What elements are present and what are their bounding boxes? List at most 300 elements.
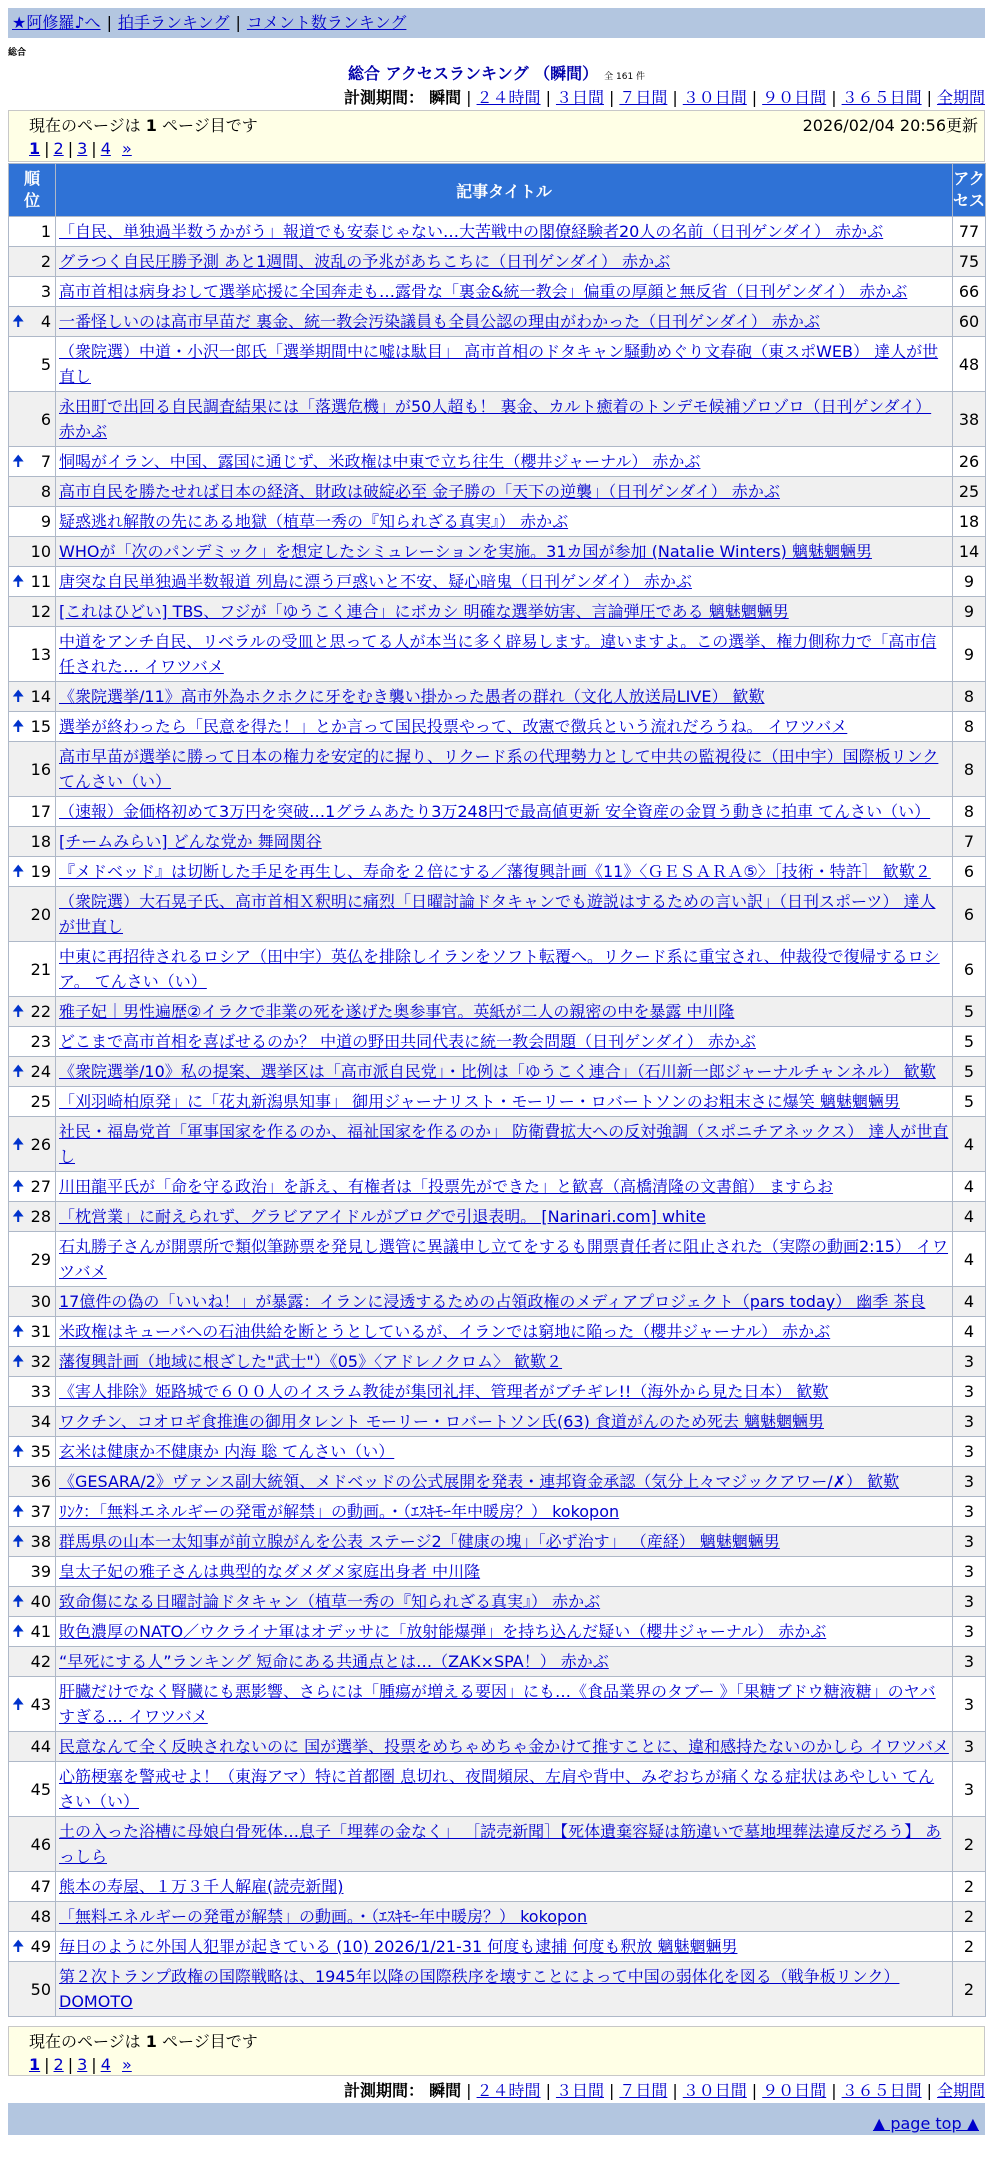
- rank-number: 9: [40, 512, 51, 531]
- access-cell: 2: [953, 1932, 986, 1962]
- rank-number: 45: [30, 1779, 51, 1799]
- up-arrow-icon: 🠉: [12, 1532, 25, 1550]
- access-cell: 5: [953, 1057, 986, 1087]
- article-link[interactable]: 心筋梗塞を警戒せよ！（東海アマ）特に首都圏 息切れ、夜間頻尿、左肩や背中、みぞおちが痛くなる症状はあやしい てんさい（い）: [59, 1767, 935, 1811]
- period-link[interactable]: ２４時間: [476, 88, 541, 107]
- table-row: [9, 1437, 986, 1467]
- article-link[interactable]: 土の入った浴槽に母娘白骨死体…息子「埋葬の金なく」 ［読売新聞］【死体遺棄容疑は筋違いで墓地埋葬法違反だろう】 あっしら: [59, 1822, 942, 1866]
- up-arrow-icon: 🠉: [12, 1062, 25, 1080]
- rank-number: 40: [30, 1592, 51, 1611]
- article-link[interactable]: 疑惑逃れ解散の先にある地獄（植草一秀の『知られざる真実』） 赤かぶ: [59, 512, 569, 531]
- rank-number: 21: [30, 959, 51, 979]
- rank-cell: [9, 1497, 56, 1527]
- period-link[interactable]: ３０日間: [682, 2081, 747, 2100]
- title-cell: [56, 1287, 953, 1317]
- article-link[interactable]: 『メドベッド』は切断した手足を再生し、寿命を２倍にする／藩復興計画《11》〈ＧＥＳＡＲＡ⑤〉［技術・特許］ 歓歎２: [59, 862, 931, 881]
- access-cell: 5: [953, 1087, 986, 1117]
- clap-ranking-link[interactable]: 拍手ランキング: [117, 13, 230, 32]
- page-top-link[interactable]: ▲ page top ▲: [872, 2114, 979, 2133]
- rank-cell: [9, 1172, 56, 1202]
- title-cell: [56, 1027, 953, 1057]
- period-link[interactable]: 全期間: [936, 2081, 985, 2100]
- rank-number: 31: [30, 1322, 51, 1341]
- rank-cell: [9, 1647, 56, 1677]
- article-link[interactable]: 高市早苗が選挙に勝って日本の権力を安定的に握り、リクード系の代理勢力として中共の監視役に（田中宇）国際板リンク てんさい（い）: [59, 747, 939, 791]
- rank-number: 41: [30, 1622, 51, 1641]
- table-row: [9, 742, 986, 797]
- rank-cell: [9, 567, 56, 597]
- table-row: [9, 1232, 986, 1287]
- table-row: [9, 1527, 986, 1557]
- article-link[interactable]: 玄米は健康か不健康か 内海 聡 てんさい（い）: [59, 1442, 395, 1461]
- rank-cell: [9, 1437, 56, 1467]
- title-cell: [56, 942, 953, 997]
- article-link[interactable]: 選挙が終わったら「民意を得た！」とか言って国民投票やって、改憲で徴兵という流れだろうね。 イワツバメ: [59, 717, 848, 736]
- rank-cell: [9, 537, 56, 567]
- access-cell: 77: [953, 217, 986, 247]
- next-page-link[interactable]: »: [121, 139, 132, 158]
- title-cell: [56, 1087, 953, 1117]
- rank-cell: [9, 997, 56, 1027]
- table-row: [9, 1872, 986, 1902]
- rank-number: 5: [40, 354, 51, 374]
- title-cell: [56, 597, 953, 627]
- access-cell: 4: [953, 1317, 986, 1347]
- rank-number: 16: [30, 759, 51, 779]
- access-cell: 5: [953, 997, 986, 1027]
- rank-number: 25: [30, 1092, 51, 1111]
- access-cell: 3: [953, 1677, 986, 1732]
- title-cell: [56, 1497, 953, 1527]
- article-link[interactable]: 毎日のように外国人犯罪が起きている (10) 2026/1/21-31 何度も逮捕 何度も釈放 魑魅魍魎男: [59, 1937, 738, 1956]
- rank-cell: [9, 742, 56, 797]
- table-row: [9, 597, 986, 627]
- rank-cell: [9, 1617, 56, 1647]
- period-separator: |: [672, 88, 678, 107]
- title-cell: [56, 1377, 953, 1407]
- rank-number: 2: [40, 252, 51, 271]
- article-link[interactable]: 「刈羽崎柏原発」に「花丸新潟県知事」 御用ジャーナリスト・モーリー・ロバートソンのお粗末さに爆笑 魑魅魍魎男: [59, 1092, 900, 1111]
- article-link[interactable]: 藩復興計画（地域に根ざした"武士"）《05》〈アドレノクロム〉 歓歎２: [59, 1352, 563, 1371]
- title-cell: [56, 1347, 953, 1377]
- bottom-bar: [8, 2103, 985, 2135]
- rank-number: 22: [30, 1002, 51, 1021]
- title-cell: [56, 712, 953, 742]
- pager-bottom: [8, 2026, 985, 2076]
- period-link[interactable]: ３日間: [555, 2081, 604, 2100]
- up-arrow-icon: 🠉: [12, 452, 25, 470]
- article-link[interactable]: 第２次トランプ政権の国際戦略は、1945年以降の国際秩序を壊すことによって中国の弱体化を図る（戦争板リンク） DOMOTO: [59, 1967, 900, 2011]
- article-link[interactable]: 「無料エネルギーの発電が解禁」の動画。・（ｴｽｷﾓｰ年中暖房？） kokopon: [59, 1907, 588, 1926]
- article-link[interactable]: 社民・福島党首「軍事国家を作るのか、福祉国家を作るのか」 防衛費拡大への反対強調（スポニチアネックス） 達人が世直し: [59, 1122, 949, 1166]
- article-link[interactable]: 致命傷になる日曜討論ドタキャン（植草一秀の『知られざる真実』） 赤かぶ: [59, 1592, 601, 1611]
- access-cell: 3: [953, 1377, 986, 1407]
- article-link[interactable]: （衆院選）中道・小沢一郎氏「選挙期間中に嘘は駄目」 高市首相のドタキャン騒動めぐり文春砲（東スポWEB） 達人が世直し: [59, 342, 939, 386]
- rank-cell: [9, 1677, 56, 1732]
- page-link[interactable]: 3: [77, 139, 88, 158]
- article-link[interactable]: 《衆院選挙/11》高市外為ホクホクに牙をむき襲い掛かった愚者の群れ（文化人放送局LIVE） 歓歎: [59, 687, 765, 706]
- rank-cell: [9, 247, 56, 277]
- rank-number: 29: [30, 1249, 51, 1269]
- title-cell: [56, 507, 953, 537]
- title-cell: [56, 797, 953, 827]
- title-cell: [56, 1117, 953, 1172]
- title-cell: [56, 1677, 953, 1732]
- article-link[interactable]: 民意なんて全く反映されないのに 国が選挙、投票をめちゃめちゃ金かけて推すことに、違和感持たないのかしら イワツバメ: [59, 1737, 949, 1756]
- period-separator: |: [545, 2081, 551, 2100]
- access-cell: 48: [953, 337, 986, 392]
- period-link[interactable]: ３６５日間: [841, 88, 922, 107]
- rank-cell: [9, 597, 56, 627]
- rank-cell: [9, 1317, 56, 1347]
- rank-cell: [9, 827, 56, 857]
- table-row: [9, 1027, 986, 1057]
- rank-number: 49: [30, 1937, 51, 1956]
- article-link[interactable]: 群馬県の山本一太知事が前立腺がんを公表 ステージ2「健康の塊」「必ず治す」 （産経） 魑魅魍魎男: [59, 1532, 780, 1551]
- table-row: [9, 1202, 986, 1232]
- article-link[interactable]: [チームみらい] どんな党か 舞岡関谷: [59, 832, 322, 851]
- article-link[interactable]: 「自民、単独過半数うかがう」報道でも安泰じゃない…大苦戦中の閣僚経験者20人の名前（日刊ゲンダイ） 赤かぶ: [59, 222, 884, 241]
- rank-number: 23: [30, 1032, 51, 1051]
- access-cell: 4: [953, 1287, 986, 1317]
- page-separator: |: [44, 139, 50, 158]
- access-cell: 3: [953, 1732, 986, 1762]
- home-link[interactable]: ★阿修羅♪へ: [12, 13, 101, 32]
- article-link[interactable]: [これはひどい] TBS、フジが「ゆうこく連合」にボカシ 明確な選挙妨害、言論弾圧である 魑魅魍魎男: [59, 602, 789, 621]
- title-cell: [56, 1202, 953, 1232]
- article-link[interactable]: “早死にする人”ランキング 短命にある共通点とは…（ZAK×SPA！） 赤かぶ: [59, 1652, 609, 1671]
- rank-cell: [9, 712, 56, 742]
- period-link[interactable]: ２４時間: [476, 2081, 541, 2100]
- rank-cell: [9, 337, 56, 392]
- table-row: [9, 712, 986, 742]
- period-link[interactable]: 全期間: [936, 88, 985, 107]
- article-link[interactable]: 永田町で出回る自民調査結果には「落選危機」が50人超も！ 裏金、カルト癒着のトンデモ候補ゾロゾロ（日刊ゲンダイ） 赤かぶ: [59, 397, 932, 441]
- page-separator: |: [67, 139, 74, 158]
- rank-number: 32: [30, 1352, 51, 1371]
- page-separator: |: [67, 2055, 74, 2074]
- page-link-current[interactable]: 1: [29, 2055, 41, 2074]
- table-row: [9, 1732, 986, 1762]
- rank-number: 15: [30, 717, 51, 736]
- next-page-link[interactable]: »: [121, 2055, 132, 2074]
- up-arrow-icon: 🠉: [12, 1937, 25, 1955]
- article-link[interactable]: ﾘﾝｸ：「無料エネルギーの発電が解禁」の動画。・（ｴｽｷﾓｰ年中暖房？） kokopon: [59, 1502, 620, 1521]
- article-link[interactable]: 唐突な自民単独過半数報道 列島に漂う戸惑いと不安、疑心暗鬼（日刊ゲンダイ） 赤かぶ: [59, 572, 692, 591]
- rank-cell: [9, 1932, 56, 1962]
- access-cell: 3: [953, 1647, 986, 1677]
- title-cell: [56, 1872, 953, 1902]
- table-row: [9, 797, 986, 827]
- rank-number: 8: [40, 482, 51, 501]
- article-link[interactable]: 恫喝がイラン、中国、露国に通じず、米政権は中東で立ち往生（櫻井ジャーナル） 赤かぶ: [59, 452, 701, 471]
- rank-number: 47: [30, 1877, 51, 1896]
- access-cell: 8: [953, 797, 986, 827]
- rank-cell: [9, 1467, 56, 1497]
- table-row: [9, 1287, 986, 1317]
- nav-separator: |: [106, 13, 112, 32]
- title-cell: [56, 307, 953, 337]
- article-link[interactable]: グラつく自民圧勝予測 あと1週間、波乱の予兆があちこちに（日刊ゲンダイ） 赤かぶ: [59, 252, 671, 271]
- article-link[interactable]: 《GESARA/2》ヴァンス副大統領、メドベッドの公式展開を発表・連邦資金承認（気分上々マジックアワー/✗） 歓歎: [59, 1472, 900, 1491]
- period-link[interactable]: ３日間: [555, 88, 604, 107]
- access-cell: 3: [953, 1437, 986, 1467]
- table-row: [9, 277, 986, 307]
- total-count: 全 161 件: [604, 72, 646, 82]
- rank-number: 4: [40, 312, 51, 331]
- title-cell: [56, 277, 953, 307]
- rank-number: 42: [30, 1652, 51, 1671]
- rank-cell: [9, 1962, 56, 2017]
- access-cell: 6: [953, 857, 986, 887]
- table-row: [9, 1902, 986, 1932]
- article-link[interactable]: 熊本の寿屋、１万３千人解雇(読売新聞): [59, 1877, 344, 1896]
- up-arrow-icon: 🠉: [12, 1207, 25, 1225]
- up-arrow-icon: 🠉: [12, 1177, 25, 1195]
- article-link[interactable]: ワクチン、コオロギ食推進の御用タレント モーリー・ロバートソン氏(63) 食道がんのため死去 魑魅魍魎男: [59, 1412, 824, 1431]
- page-link[interactable]: 2: [53, 2055, 64, 2074]
- access-cell: 4: [953, 1202, 986, 1232]
- rank-cell: [9, 277, 56, 307]
- title-cell: [56, 627, 953, 682]
- access-cell: 8: [953, 712, 986, 742]
- title-cell: [56, 1962, 953, 2017]
- rank-cell: [9, 1817, 56, 1872]
- rank-number: 33: [30, 1382, 51, 1401]
- title-cell: [56, 567, 953, 597]
- title-cell: [56, 1407, 953, 1437]
- article-link[interactable]: 肝臓だけでなく腎臓にも悪影響、さらには「腫瘍が増える要因」にも…《食品業界のタブー 》「果糖ブドウ糖液糖」のヤバすぎる… イワツバメ: [59, 1682, 936, 1726]
- rank-cell: [9, 1377, 56, 1407]
- rank-number: 7: [40, 452, 51, 471]
- table-row: [9, 567, 986, 597]
- up-arrow-icon: 🠉: [12, 1622, 25, 1640]
- period-separator: |: [466, 88, 472, 107]
- rank-number: 19: [30, 862, 51, 881]
- rank-cell: [9, 1527, 56, 1557]
- access-cell: 3: [953, 1762, 986, 1817]
- title-cell: [56, 1467, 953, 1497]
- title-cell: [56, 1317, 953, 1347]
- rank-number: 48: [30, 1907, 51, 1926]
- access-cell: 25: [953, 477, 986, 507]
- article-link[interactable]: 《害人排除》姫路城で６００人のイスラム教徒が集団礼拝、管理者がブチギレ!!（海外から見た日本） 歓歎: [59, 1382, 829, 1401]
- rank-cell: [9, 942, 56, 997]
- rank-number: 28: [30, 1207, 51, 1226]
- period-separator: |: [926, 2081, 932, 2100]
- page-link[interactable]: 4: [100, 2055, 111, 2074]
- rank-number: 14: [30, 687, 51, 706]
- title-cell: [56, 1762, 953, 1817]
- table-row: [9, 477, 986, 507]
- access-cell: 38: [953, 392, 986, 447]
- table-row: [9, 1932, 986, 1962]
- access-cell: 18: [953, 507, 986, 537]
- rank-number: 24: [30, 1062, 51, 1081]
- article-link[interactable]: 中東に再招待されるロシア（田中宇）英仏を排除しイランをソフト転覆へ。リクード系に重宝され、仲裁役で復帰するロシア。 てんさい（い）: [59, 947, 940, 991]
- access-cell: 3: [953, 1527, 986, 1557]
- up-arrow-icon: 🠉: [12, 1352, 25, 1370]
- ranking-table: [8, 163, 986, 2017]
- period-link[interactable]: ９０日間: [762, 88, 827, 107]
- title-cell: [56, 1587, 953, 1617]
- table-row: [9, 682, 986, 712]
- page-link[interactable]: 4: [100, 139, 111, 158]
- page-status-number: 1: [145, 2032, 157, 2051]
- rank-cell: [9, 627, 56, 682]
- table-row: [9, 1587, 986, 1617]
- rank-cell: [9, 1117, 56, 1172]
- article-link[interactable]: 「枕営業」に耐えられず、グラビアアイドルがブログで引退表明。 [Narinari.com] white: [59, 1207, 706, 1226]
- nav-separator: |: [235, 13, 241, 32]
- period-separator: |: [608, 2081, 615, 2100]
- title-cell: [56, 392, 953, 447]
- access-cell: 3: [953, 1347, 986, 1377]
- rank-number: 39: [30, 1562, 51, 1581]
- table-row: [9, 997, 986, 1027]
- table-row: [9, 857, 986, 887]
- period-link[interactable]: ７日間: [619, 2081, 668, 2100]
- rank-cell: [9, 887, 56, 942]
- rank-cell: [9, 1872, 56, 1902]
- title-cell: [56, 1437, 953, 1467]
- page-status-prefix: 現在のページは: [29, 116, 141, 135]
- table-row: [9, 337, 986, 392]
- article-link[interactable]: 雅子妃｜男性遍歴②イラクで非業の死を遂げた奥参事官。英紙が二人の親密の中を暴露 中川隆: [59, 1002, 735, 1021]
- table-row: [9, 392, 986, 447]
- table-row: [9, 1347, 986, 1377]
- access-cell: 4: [953, 1232, 986, 1287]
- table-row: [9, 827, 986, 857]
- table-row: [9, 1497, 986, 1527]
- article-link[interactable]: 皇太子妃の雅子さんは典型的なダメダメ家庭出身者 中川隆: [59, 1562, 481, 1581]
- article-link[interactable]: どこまで高市首相を喜ばせるのか？ 中道の野田共同代表に統一教会問題（日刊ゲンダイ） 赤かぶ: [59, 1032, 756, 1051]
- rank-number: 35: [30, 1442, 51, 1461]
- article-link[interactable]: 川田龍平氏が「命を守る政治」を訴え、有権者は「投票先ができた」と歓喜（高橋清隆の文書館） ますらお: [59, 1177, 834, 1196]
- rank-cell: [9, 392, 56, 447]
- table-row: [9, 507, 986, 537]
- access-cell: 75: [953, 247, 986, 277]
- title-cell: [56, 1527, 953, 1557]
- page-separator: |: [91, 2055, 97, 2074]
- article-link[interactable]: 高市首相は病身おして選挙応援に全国奔走も…露骨な「裏金&統一教会」偏重の厚顔と無反省（日刊ゲンダイ） 赤かぶ: [59, 282, 908, 301]
- rank-cell: [9, 507, 56, 537]
- title-cell: [56, 827, 953, 857]
- table-row: [9, 1762, 986, 1817]
- access-cell: 2: [953, 1902, 986, 1932]
- rank-number: 3: [40, 282, 51, 301]
- rank-cell: [9, 1407, 56, 1437]
- rank-cell: [9, 1202, 56, 1232]
- article-link[interactable]: 《衆院選挙/10》私の提案、選挙区は「高市派自民党」・比例は「ゆうこく連合」（石川新一郎ジャーナルチャンネル） 歓歎: [59, 1062, 936, 1081]
- rank-number: 26: [30, 1134, 51, 1154]
- title-cell: [56, 247, 953, 277]
- table-row: [9, 1467, 986, 1497]
- rank-number: 18: [30, 832, 51, 851]
- table-row: [9, 1172, 986, 1202]
- top-nav-bar: [8, 8, 985, 38]
- article-link[interactable]: 17億件の偽の「いいね！」が暴露：イランに浸透するための占領政権のメディアプロジェクト（pars today） 幽季 茶良: [59, 1292, 926, 1311]
- up-arrow-icon: 🠉: [12, 1442, 25, 1460]
- access-header: アクセス: [953, 164, 986, 217]
- period-link[interactable]: ３０日間: [682, 88, 747, 107]
- updated-timestamp: 2026/02/04 20:56更新: [802, 116, 978, 135]
- rank-cell: [9, 1027, 56, 1057]
- article-link[interactable]: 敗色濃厚のNATO／ウクライナ軍はオデッサに「放射能爆弾」を持ち込んだ疑い（櫻井ジャーナル） 赤かぶ: [59, 1622, 827, 1641]
- table-row: [9, 217, 986, 247]
- access-cell: 6: [953, 942, 986, 997]
- up-arrow-icon: 🠉: [12, 1002, 25, 1020]
- rank-number: 50: [30, 1979, 51, 1999]
- rank-cell: [9, 1087, 56, 1117]
- rank-number: 30: [30, 1292, 51, 1311]
- period-separator: |: [751, 88, 758, 107]
- title-cell: [56, 997, 953, 1027]
- rank-number: 1: [40, 222, 51, 241]
- up-arrow-icon: 🠉: [12, 312, 25, 330]
- table-row: [9, 1407, 986, 1437]
- rank-number: 13: [30, 644, 51, 664]
- period-separator: |: [545, 88, 551, 107]
- page-status: [29, 2029, 984, 2052]
- rank-number: 34: [30, 1412, 51, 1431]
- rank-cell: [9, 797, 56, 827]
- article-link[interactable]: （衆院選）大石晃子氏、高市首相Ｘ釈明に痛烈「日曜討論ドタキャンでも遊説はするための言い訳」（日刊スポーツ） 達人が世直し: [59, 892, 936, 936]
- period-link[interactable]: ７日間: [619, 88, 668, 107]
- article-link[interactable]: （速報）金価格初めて3万円を突破…1グラムあたり3万248円で最高値更新 安全資産の金買う動きに拍車 てんさい（い）: [59, 802, 931, 821]
- page-link[interactable]: 2: [53, 139, 64, 158]
- article-link[interactable]: WHOが「次のパンデミック」を想定したシミュレーションを実施。31カ国が参加 (Natalie Winters) 魑魅魍魎男: [59, 542, 872, 561]
- page-link-current[interactable]: 1: [29, 139, 41, 158]
- access-cell: 3: [953, 1407, 986, 1437]
- page-link[interactable]: 3: [77, 2055, 88, 2074]
- period-separator: |: [466, 2081, 472, 2100]
- title-header: 記事タイトル: [56, 164, 953, 217]
- access-cell: 9: [953, 627, 986, 682]
- up-arrow-icon: 🠉: [12, 1134, 25, 1153]
- table-row: [9, 247, 986, 277]
- period-separator: |: [608, 88, 615, 107]
- table-row: [9, 307, 986, 337]
- table-row: [9, 1817, 986, 1872]
- access-cell: 8: [953, 682, 986, 712]
- table-row: [9, 537, 986, 567]
- article-link[interactable]: 中道をアンチ自民、リベラルの受皿と思ってる人が本当に多く辟易します。違いますよ。この選挙、権力側称力で「高市信任された… イワツバメ: [59, 632, 937, 676]
- rank-cell: [9, 1347, 56, 1377]
- title-cell: [56, 742, 953, 797]
- category-label: 総合: [8, 48, 27, 58]
- table-row: [9, 1617, 986, 1647]
- up-arrow-icon: 🠉: [12, 1502, 25, 1520]
- period-label: 計測期間：: [344, 2081, 425, 2100]
- article-link[interactable]: 米政権はキューバへの石油供給を断とうとしているが、イランでは窮地に陥った（櫻井ジャーナル） 赤かぶ: [59, 1322, 831, 1341]
- title-cell: [56, 682, 953, 712]
- table-row: [9, 1677, 986, 1732]
- period-link[interactable]: ３６５日間: [841, 2081, 922, 2100]
- title-cell: [56, 447, 953, 477]
- article-link[interactable]: 一番怪しいのは高市早苗だ 裏金、統一教会汚染議員も全員公認の理由がわかった（日刊ゲンダイ） 赤かぶ: [59, 312, 820, 331]
- title-cell: [56, 1647, 953, 1677]
- article-link[interactable]: 石丸勝子さんが開票所で類似筆跡票を発見し選管に異議申し立てをするも開票責任者に阻止された（実際の動画2:15） イワツバメ: [59, 1237, 949, 1281]
- rank-number: 10: [30, 542, 51, 561]
- access-cell: 14: [953, 537, 986, 567]
- rank-number: 37: [30, 1502, 51, 1521]
- period-current: 瞬間: [429, 2081, 462, 2100]
- comment-ranking-link[interactable]: コメント数ランキング: [246, 13, 407, 32]
- article-link[interactable]: 高市自民を勝たせれば日本の経済、財政は破綻必至 金子勝の「天下の逆襲」（日刊ゲンダイ） 赤かぶ: [59, 482, 780, 501]
- period-link[interactable]: ９０日間: [762, 2081, 827, 2100]
- rank-cell: [9, 1557, 56, 1587]
